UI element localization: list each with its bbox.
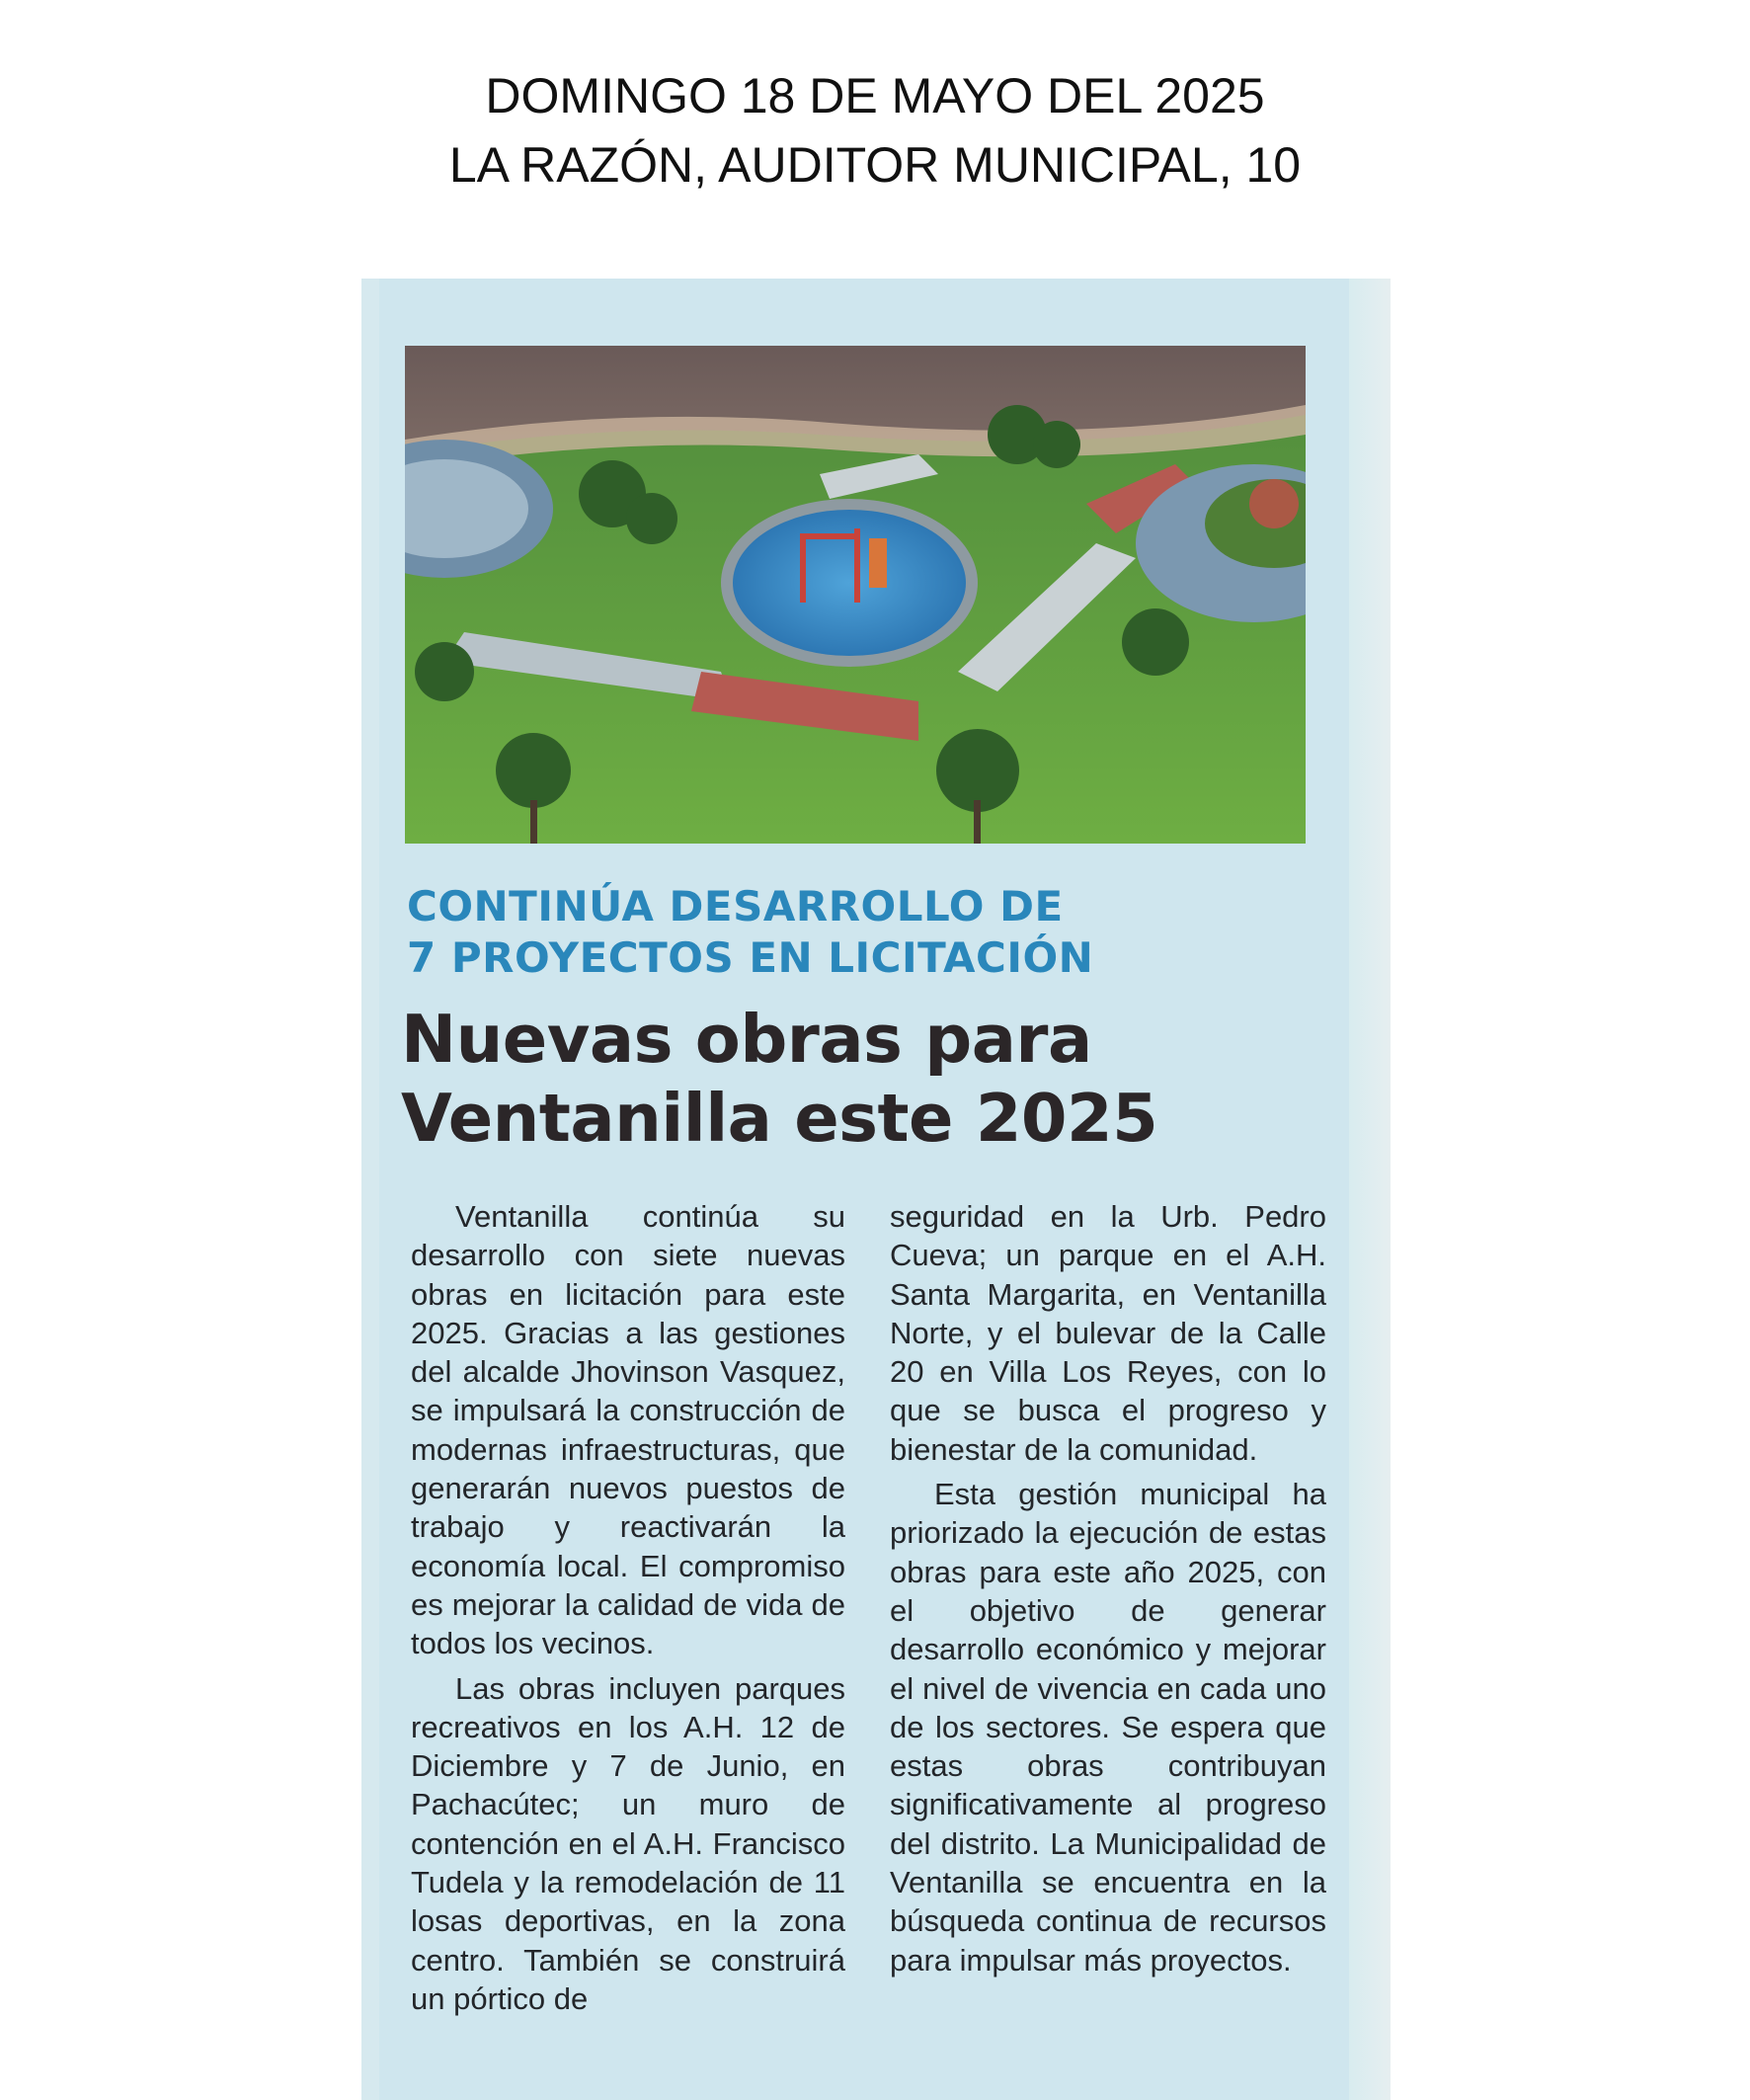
article-column-1 bbox=[411, 1197, 845, 2018]
kicker-line-2: 7 PROYECTOS EN LICITACIÓN bbox=[407, 933, 1094, 982]
column-1-paragraph-1: Ventanilla continúa su desarrollo con siete nuevas obras en licitación para este 2025. Gracias a las gestiones del alcalde Jhovinson Vasquez, se impulsará la construcción de modernas infraestructuras, que generarán nuevos puestos de trabajo y reactivarán la economía local. El compromiso es mejorar la calidad de vida de todos los vecinos. bbox=[411, 1199, 845, 1661]
column-2-paragraph-1: seguridad en la Urb. Pedro Cueva; un parque en el A.H. Santa Margarita, en Ventanilla Norte, y el bulevar de la Calle 20 en Villa Los Reyes, con lo que se busca el progreso y bienestar de la comunidad. bbox=[890, 1199, 1326, 1467]
kicker-line-1: CONTINÚA DESARROLLO DE bbox=[407, 882, 1064, 930]
column-2-paragraph-2: Esta gestión municipal ha priorizado la ejecución de estas obras para este año 2025, con el objetivo de generar desarrollo económico y mejorar el nivel de vivencia en cada uno de los sectores. Se espera que estas obras contribuyan significativamente al progreso del distrito. La Municipalidad de Ventanilla se encuentra en la búsqueda continua de recursos para impulsar más proyectos. bbox=[890, 1477, 1326, 1978]
clipping-header bbox=[0, 61, 1750, 200]
newspaper-clipping bbox=[361, 279, 1391, 2100]
park-rendering-illustration bbox=[405, 346, 1306, 844]
article-column-2 bbox=[890, 1197, 1326, 1979]
article-kicker bbox=[407, 881, 1296, 984]
column-1-paragraph-2: Las obras incluyen parques recreativos en los A.H. 12 de Diciembre y 7 de Junio, en Pachacútec; un muro de contención en el A.H. Francisco Tudela y la remodelación de 11 losas deportivas, en la zona centro. También se construirá un pórtico de bbox=[411, 1670, 845, 2016]
publication-source: LA RAZÓN, AUDITOR MUNICIPAL, 10 bbox=[448, 137, 1302, 193]
publication-date: DOMINGO 18 DE MAYO DEL 2025 bbox=[485, 68, 1265, 123]
headline-line-1: Nuevas obras para bbox=[401, 1001, 1092, 1078]
article-headline bbox=[401, 1000, 1310, 1158]
headline-line-2: Ventanilla este 2025 bbox=[401, 1080, 1158, 1157]
park-rendering-photo bbox=[405, 346, 1306, 844]
